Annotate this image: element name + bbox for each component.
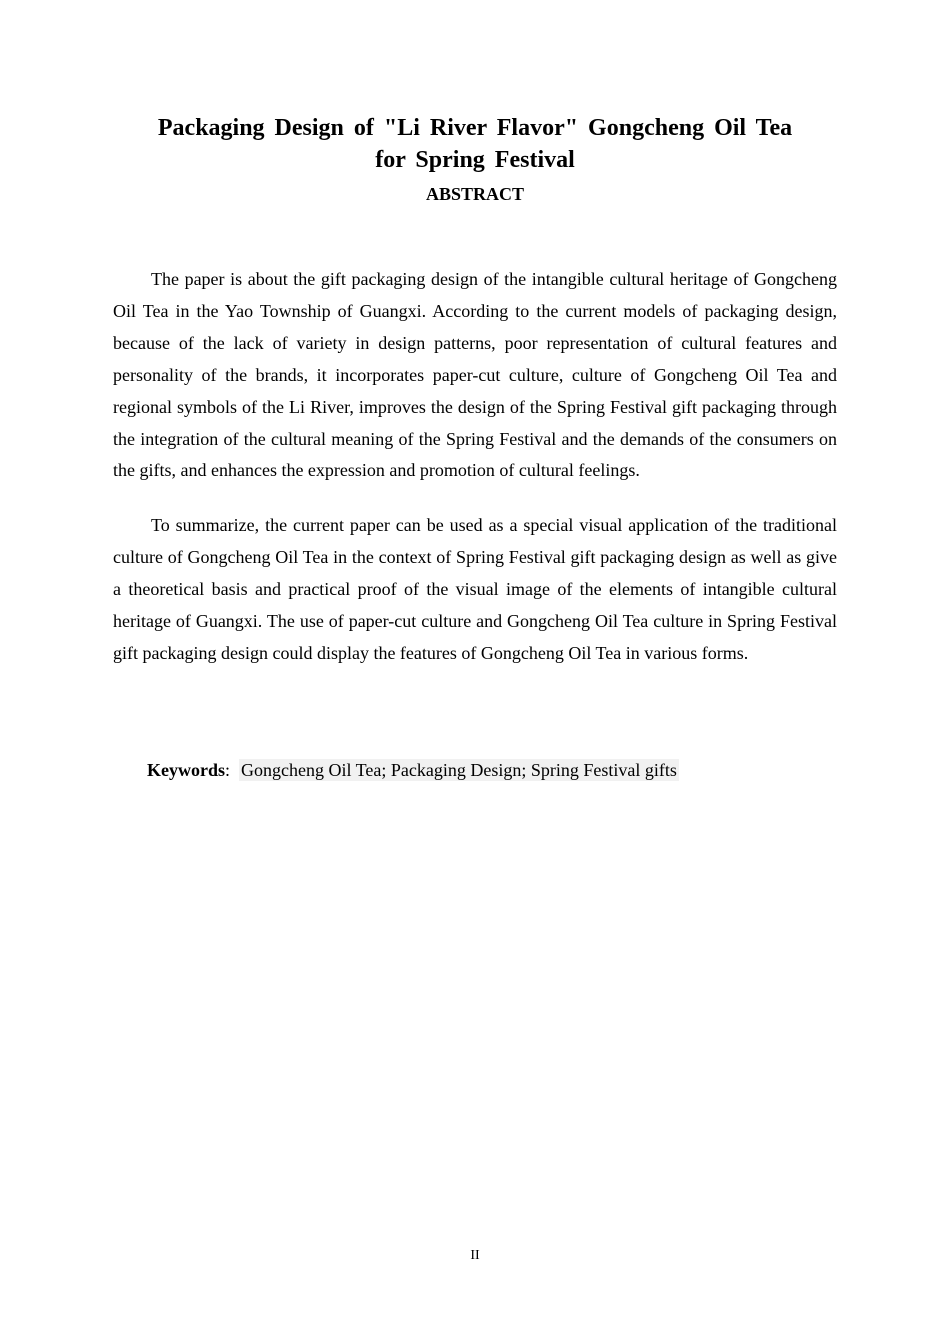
paper-title-line-2: for Spring Festival: [375, 147, 575, 173]
page-number: II: [470, 1248, 480, 1263]
abstract-paragraph-1: The paper is about the gift packaging design of the intangible cultural heritage of Gongcheng Oil Tea in the Yao Township of Guangxi. According to the current models of packaging design, because of the lack of variety in design patterns, poor representation of cultural features and personality of the brands, it incorporates paper-cut culture, culture of Gongcheng Oil Tea and regional symbols of the Li River, improves the design of the Spring Festival gift packaging through the integration of the cultural meaning of the Spring Festival and the demands of the consumers on the gifts, and enhances the expression and promotion of cultural feelings.: [113, 269, 837, 481]
keywords-line: [147, 756, 679, 784]
paper-title: [120, 112, 830, 176]
paper-title-line-1: Packaging Design of "Li River Flavor" Gongcheng Oil Tea: [157, 115, 793, 141]
keywords-label: Keywords: [147, 760, 225, 780]
abstract-paragraph-2: To summarize, the current paper can be used as a special visual application of the traditional culture of Gongcheng Oil Tea in the context of Spring Festival gift packaging design as well as give a theoretical basis and practical proof of the visual image of the elements of intangible cultural heritage of Guangxi. The use of paper-cut culture and Gongcheng Oil Tea culture in Spring Festival gift packaging design could display the features of Gongcheng Oil Tea in various forms.: [113, 515, 837, 663]
abstract-heading: ABSTRACT: [425, 184, 525, 204]
keywords-separator: :: [225, 760, 231, 780]
keywords-values: Gongcheng Oil Tea; Packaging Design; Spring Festival gifts: [241, 760, 677, 780]
